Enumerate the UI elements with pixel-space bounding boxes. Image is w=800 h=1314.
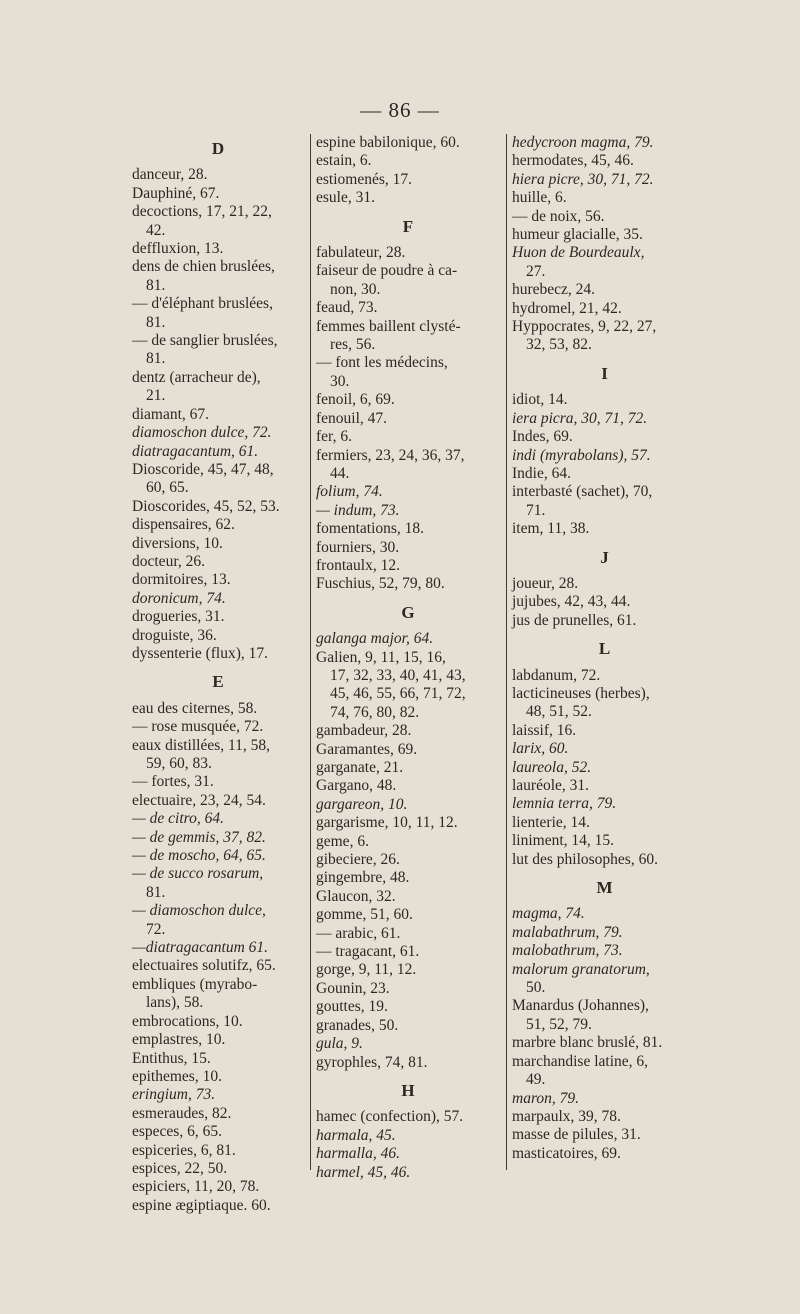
index-entry: hydromel, 21, 42. [512, 299, 622, 317]
index-entry-continuation: 74, 76, 80, 82. [330, 703, 420, 721]
index-entry: gingembre, 48. [316, 869, 410, 887]
index-entry: granades, 50. [316, 1016, 399, 1034]
index-entry: Dioscoride, 45, 47, 48, [132, 460, 274, 478]
index-entry: eau des citernes, 58. [132, 699, 258, 717]
index-entry: fenoil, 6, 69. [316, 391, 395, 409]
index-entry-continuation: 44. [330, 464, 350, 482]
index-entry: gargareon, 10. [316, 795, 408, 813]
index-entry: geme, 6. [316, 832, 369, 850]
index-entry-continuation: non, 30. [330, 280, 381, 298]
index-entry-continuation: 60, 65. [146, 479, 189, 497]
index-entry: gouttes, 19. [316, 998, 388, 1016]
index-entry-continuation: 21. [146, 387, 166, 405]
index-entry: danceur, 28. [132, 166, 208, 184]
index-entry-continuation: 49. [526, 1071, 546, 1089]
index-entry: — rose musquée, 72. [132, 718, 264, 736]
index-entry-continuation: 27. [526, 262, 546, 280]
index-entry: — tragacant, 61. [316, 943, 420, 961]
index-column-3 [512, 134, 697, 1163]
index-entry: embliques (myrabo- [132, 975, 258, 993]
index-entry: femmes baillent clysté- [316, 317, 461, 335]
index-entry: electuaires solutifz, 65. [132, 957, 276, 975]
index-entry: hamec (confection), 57. [316, 1108, 464, 1126]
index-entry: malabathrum, 79. [512, 923, 623, 941]
index-column-1 [132, 134, 304, 1215]
column-divider [506, 134, 507, 1170]
index-entry: harmel, 45, 46. [316, 1163, 411, 1181]
index-entry-continuation: lans), 58. [146, 994, 204, 1012]
index-entry: dispensaires, 62. [132, 516, 235, 534]
index-entry: fomentations, 18. [316, 520, 425, 538]
index-entry: gomme, 51, 60. [316, 906, 413, 924]
index-entry-continuation: 81. [146, 276, 166, 294]
index-entry: — de citro, 64. [132, 810, 224, 828]
section-letter: F [402, 216, 414, 236]
index-column-2 [316, 134, 500, 1182]
index-entry: hedycroon magma, 79. [512, 134, 654, 151]
index-entry: jus de prunelles, 61. [512, 611, 637, 629]
index-entry: huille, 6. [512, 189, 567, 207]
section-letter: M [596, 878, 613, 898]
index-entry: electuaire, 23, 24, 54. [132, 791, 266, 809]
index-entry: interbasté (sachet), 70, [512, 483, 653, 501]
index-entry: harmala, 45. [316, 1126, 396, 1144]
index-entry: esmeraudes, 82. [132, 1104, 232, 1122]
index-entry-continuation: 32, 53, 82. [526, 336, 592, 354]
index-entry: garganate, 21. [316, 759, 404, 776]
index-entry: Dioscorides, 45, 52, 53. [132, 497, 280, 515]
index-entry: Fuschius, 52, 79, 80. [316, 575, 445, 593]
index-entry: dentz (arracheur de), [132, 368, 261, 386]
index-entry: gibeciere, 26. [316, 851, 400, 869]
index-entry-continuation: 30. [330, 372, 350, 390]
index-entry: dyssenterie (flux), 17. [132, 644, 269, 662]
index-entry: maron, 79. [512, 1089, 580, 1107]
index-entry: decoctions, 17, 21, 22, [132, 203, 272, 221]
index-entry: Garamantes, 69. [316, 740, 418, 758]
index-entry: lacticineuses (herbes), [512, 684, 650, 702]
index-entry-continuation: 17, 32, 33, 40, 41, 43, [330, 666, 466, 684]
index-entry: fabulateur, 28. [316, 244, 406, 262]
index-entry: espine babilonique, 60. [316, 134, 460, 151]
index-entry: laureola, 52. [512, 758, 592, 776]
index-entry: espine ægiptiaque. 60. [132, 1196, 271, 1214]
index-entry: gyrophles, 74, 81. [316, 1053, 428, 1071]
index-entry: iera picra, 30, 71, 72. [512, 409, 648, 427]
index-entry: liniment, 14, 15. [512, 832, 615, 850]
index-entry: gula, 9. [316, 1035, 363, 1053]
index-entry: emplastres, 10. [132, 1031, 226, 1049]
index-entry: marchandise latine, 6, [512, 1052, 649, 1070]
index-entry: droguiste, 36. [132, 626, 217, 644]
index-entry: lut des philosophes, 60. [512, 850, 658, 868]
index-entry: dens de chien bruslées, [132, 258, 275, 276]
section-letter: E [212, 672, 224, 692]
index-entry: gambadeur, 28. [316, 722, 412, 740]
index-entry: Huon de Bourdeaulx, [512, 244, 645, 262]
index-entry-continuation: res, 56. [330, 336, 376, 354]
index-entry-continuation: 42. [146, 221, 166, 239]
index-entry: hurebecz, 24. [512, 281, 596, 299]
index-entry: — d'éléphant bruslées, [132, 295, 273, 313]
index-entry-continuation: 81. [146, 350, 166, 368]
index-entry: laissif, 16. [512, 721, 577, 739]
index-entry: malobathrum, 73. [512, 942, 623, 960]
index-entry: marpaulx, 39, 78. [512, 1107, 621, 1125]
index-entry: — de moscho, 64, 65. [132, 847, 266, 865]
index-entry: embrocations, 10. [132, 1012, 243, 1030]
index-entry: galanga major, 64. [316, 630, 434, 648]
index-entry: deffluxion, 13. [132, 240, 224, 258]
index-entry: harmalla, 46. [316, 1145, 400, 1163]
index-entry: — indum, 73. [316, 501, 400, 519]
index-entry: estain, 6. [316, 152, 372, 170]
index-entry: Indes, 69. [512, 428, 573, 446]
index-entry: gargarisme, 10, 11, 12. [316, 814, 458, 832]
index-entry-continuation: 71. [526, 501, 546, 519]
index-entry: —diatragacantum 61. [132, 939, 269, 957]
section-letter: D [211, 139, 225, 158]
index-entry: folium, 74. [316, 483, 383, 501]
index-entry-continuation: 50. [526, 979, 546, 997]
page-number: — 86 — [360, 98, 440, 122]
index-entry: lauréole, 31. [512, 777, 590, 794]
index-entry: gorge, 9, 11, 12. [316, 961, 417, 979]
index-entry: Dauphiné, 67. [132, 184, 220, 202]
index-entry: diversions, 10. [132, 534, 223, 552]
index-entry-continuation: 48, 51, 52. [526, 703, 592, 721]
index-entry: masse de pilules, 31. [512, 1126, 641, 1144]
section-letter: G [401, 602, 415, 622]
section-letter: I [601, 363, 608, 383]
column-divider [310, 134, 311, 1170]
index-entry: fer, 6. [316, 428, 352, 446]
index-entry: docteur, 26. [132, 552, 205, 570]
index-entry: item, 11, 38. [512, 520, 590, 538]
index-entry: Gounin, 23. [316, 979, 390, 997]
index-entry: espiceries, 6, 81. [132, 1141, 236, 1159]
index-entry-continuation: 81. [146, 313, 166, 331]
index-entry: malorum granatorum, [512, 960, 650, 978]
index-entry: diamoschon dulce, 72. [132, 424, 272, 442]
index-entry: faiseur de poudre à ca- [316, 262, 458, 280]
index-entry: Gargano, 48. [316, 777, 397, 795]
index-entry: espices, 22, 50. [132, 1159, 228, 1177]
index-entry: hermodates, 45, 46. [512, 152, 634, 170]
index-entry: lienterie, 14. [512, 813, 590, 831]
index-entry: hiera picre, 30, 71, 72. [512, 170, 654, 188]
index-entry: drogueries, 31. [132, 608, 225, 626]
index-entry: Manardus (Johannes), [512, 997, 649, 1015]
index-entry: lemnia terra, 79. [512, 795, 617, 813]
index-entry: — fortes, 31. [132, 773, 214, 791]
index-entry: — arabic, 61. [316, 924, 401, 942]
index-entry: espiciers, 11, 20, 78. [132, 1178, 260, 1196]
index-entry: joueur, 28. [512, 574, 579, 592]
index-entry: fenouil, 47. [316, 409, 388, 427]
index-entry-continuation: 81. [146, 883, 166, 901]
index-entry: Galien, 9, 11, 15, 16, [316, 648, 446, 666]
index-entry: labdanum, 72. [512, 666, 601, 684]
index-entry-continuation: 59, 60, 83. [146, 755, 212, 772]
index-entry: esule, 31. [316, 189, 375, 207]
index-entry: fourniers, 30. [316, 538, 400, 556]
index-entry: fermiers, 23, 24, 36, 37, [316, 446, 465, 464]
index-entry: Entithus, 15. [132, 1049, 211, 1067]
index-entry: marbre blanc bruslé, 81. [512, 1034, 663, 1052]
index-entry: diatragacantum, 61. [132, 442, 259, 460]
index-entry: — de noix, 56. [512, 207, 605, 225]
index-entry: frontaulx, 12. [316, 556, 400, 574]
index-entry: masticatoires, 69. [512, 1144, 621, 1162]
index-entry: — de sanglier bruslées, [132, 332, 278, 350]
index-entry-continuation: 72. [146, 920, 166, 938]
index-entry: Indie, 64. [512, 464, 571, 482]
index-entry: eaux distillées, 11, 58, [132, 736, 271, 754]
index-entry: — diamoschon dulce, [132, 902, 266, 920]
index-entry: jujubes, 42, 43, 44. [512, 593, 631, 611]
index-entry: diamant, 67. [132, 405, 210, 423]
index-entry-continuation: 45, 46, 55, 66, 71, 72, [330, 685, 466, 703]
index-entry: doronicum, 74. [132, 589, 226, 607]
index-entry: eringium, 73. [132, 1086, 216, 1104]
index-entry: especes, 6, 65. [132, 1123, 222, 1141]
index-entry: estiomenés, 17. [316, 170, 412, 188]
index-entry: idiot, 14. [512, 391, 568, 409]
index-entry: epithemes, 10. [132, 1067, 222, 1085]
index-entry: Hyppocrates, 9, 22, 27, [512, 318, 657, 336]
index-entry: Glaucon, 32. [316, 887, 396, 905]
index-entry-continuation: 51, 52, 79. [526, 1015, 592, 1033]
index-entry: indi (myrabolans), 57. [512, 446, 651, 464]
index-entry: dormitoires, 13. [132, 571, 231, 589]
section-letter: H [401, 1080, 415, 1100]
index-entry: — de gemmis, 37, 82. [132, 828, 266, 846]
index-entry: — de succo rosarum, [132, 865, 264, 883]
index-entry: — font les médecins, [316, 354, 448, 372]
section-letter: J [600, 547, 609, 567]
index-entry: feaud, 73. [316, 299, 378, 317]
index-entry: humeur glacialle, 35. [512, 226, 643, 244]
section-letter: L [598, 639, 611, 659]
index-entry: magma, 74. [512, 905, 585, 923]
index-entry: larix, 60. [512, 740, 569, 758]
